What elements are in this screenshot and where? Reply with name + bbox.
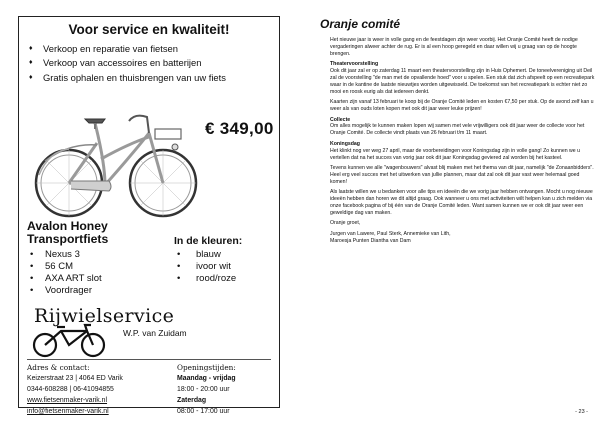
signature-line-1: Jurgen van Lawere, Paul Sterk, Annemieke van Lith, — [330, 230, 451, 237]
page-number: - 23 - — [575, 409, 588, 415]
contact-block — [27, 362, 123, 417]
service-item: ♦ Verkoop en reparatie van fietsen — [27, 42, 226, 56]
color-item: • rood/roze — [174, 273, 236, 285]
colors-heading: In de kleuren: — [174, 235, 243, 247]
koningsdag-section — [330, 141, 595, 162]
spec-item: • Nexus 3 — [27, 249, 102, 261]
services-list — [27, 42, 226, 85]
tickets-paragraph: Kaarten zijn vanaf 13 februari te koop bij de Oranje Comité leden en kosten €7,50 per stuk. Op de avond zelf kan u weer als van ouds loten kopen met ook dit jaar weer leuke prijzen! — [330, 99, 594, 113]
model-name — [27, 220, 108, 246]
model-line-1: Avalon Honey — [27, 219, 108, 233]
collecte-section — [330, 117, 595, 138]
service-item: ♦ Verkoop van accessoires en batterijen — [27, 56, 226, 70]
price-label: € 349,00 — [205, 119, 274, 138]
spec-item: • Voordrager — [27, 285, 102, 297]
article-title: Oranje comité — [320, 17, 401, 31]
hours-day-weekdays: Maandag - vrijdag — [177, 375, 236, 382]
model-line-2: Transportfiets — [27, 232, 109, 246]
logo-subtitle: W.P. van Zuidam — [123, 328, 187, 338]
spec-item: • 56 CM — [27, 261, 102, 273]
logo-bicycle-icon — [29, 323, 115, 359]
closing-paragraph: Als laatste willen we u bedanken voor alle tips en ideeën die we vorig jaar hebben ontvangen. Mocht u nog nieuwe ideeën hebben dan horen we dit altijd graag. Ook wanneer u ons met activiteiten wilt helpen kan u zich melden via onze facebook pagina of bij één van de Oranje Comité leden. Want samen kunnen we er ook dit jaar weer een geweldige dag van maken. — [330, 189, 593, 216]
theater-paragraph: Ook dit jaar zal er op zaterdag 11 maart een theatervoorstelling zijn in Huis Ophemert. De toneelvereniging uit Deil zal de voorstelling "de man met de opvallende hoed" voor u spelen. Een stuk dat zich afspeelt op een recreatiepark waar in de kantine de laatste nieuwtjes worden uitgewisseld. De toekomst van het recreatiepark is echter niet zo mooi en roosk eurig als dat iedereen denkt. — [330, 68, 595, 95]
collecte-paragraph: Om alles mogelijk te kunnen maken lopen wij samen met vele vrijwilligers ook dit jaar weer de collecte voor het Oranje Comité. De collecte vindt plaats van 26 februari t/m 11 maart. — [330, 123, 585, 137]
collecte-heading: Collecte — [330, 116, 351, 123]
address-text: Keizerstraat 23 | 4064 ED Varik — [27, 375, 123, 382]
hours-heading: Openingstijden: — [177, 363, 236, 372]
greeting: Oranje groet, — [330, 220, 361, 227]
color-item: • blauw — [174, 249, 236, 261]
phone-text: 0344-608288 | 06-41094855 — [27, 386, 114, 393]
contact-heading: Adres & contact: — [27, 363, 90, 372]
shop-logo: Rijwielservice — [34, 305, 175, 327]
theater-section — [330, 61, 595, 96]
intro-paragraph: Het nieuwe jaar is weer in volle gang en de feestdagen zijn weer voorbij. Het Oranje Comité heeft de nodige vergaderingen alweer achter de rug. Er is al een hoop geregeld en daar willen wij u graag van op de hoogte brengen. — [330, 37, 578, 57]
bicycle-image — [25, 103, 205, 221]
koningsdag-paragraph: Het klinkt nog ver weg 27 april, maar de voorbereidingen voor Koningsdag zijn in volle gang! Zo kunnen we u vertellen dat na het succes van vorig jaar ook dit jaar Koningsdag geviered zal worden bij het kasteel. — [330, 147, 581, 161]
signature — [330, 231, 595, 245]
service-item: ♦ Gratis ophalen en thuisbrengen van uw fiets — [27, 71, 226, 85]
signature-line-2: Maroesja Punten Diantha van Dam — [330, 237, 411, 244]
website-link[interactable]: www.fietsenmaker-varik.nl — [27, 397, 108, 404]
hours-day-saturday: Zaterdag — [177, 397, 207, 404]
koningsdag-heading: Koningsdag — [330, 140, 360, 147]
theater-heading: Theatervoorstelling — [330, 61, 379, 68]
spec-item: • AXA ART slot — [27, 273, 102, 285]
email-link[interactable]: info@fietsenmaker-varik.nl — [27, 408, 109, 415]
ad-title: Voor service en kwaliteit! — [68, 22, 230, 37]
theme-paragraph: Tevens kunnen we alle "wagenbouwers" alvast blij maken met het thema van dit jaar, namelijk "de Zonaanbidders". Heel erg veel succes met het uitwerken van jullie plannen, maar dat zal ook dit jaar vast weer helemaal goed komen! — [330, 165, 594, 185]
article-body — [330, 37, 595, 248]
hours-time-saturday: 08:00 - 17:00 uur — [177, 408, 230, 415]
colors-list — [174, 249, 236, 285]
color-item: • ivoor wit — [174, 261, 236, 273]
right-page — [300, 0, 600, 425]
bike-shop-ad — [18, 16, 280, 415]
specs-list — [27, 249, 102, 297]
opening-hours-block — [177, 362, 236, 417]
hours-time-weekdays: 18:00 - 20:00 uur — [177, 386, 230, 393]
divider — [27, 359, 271, 360]
